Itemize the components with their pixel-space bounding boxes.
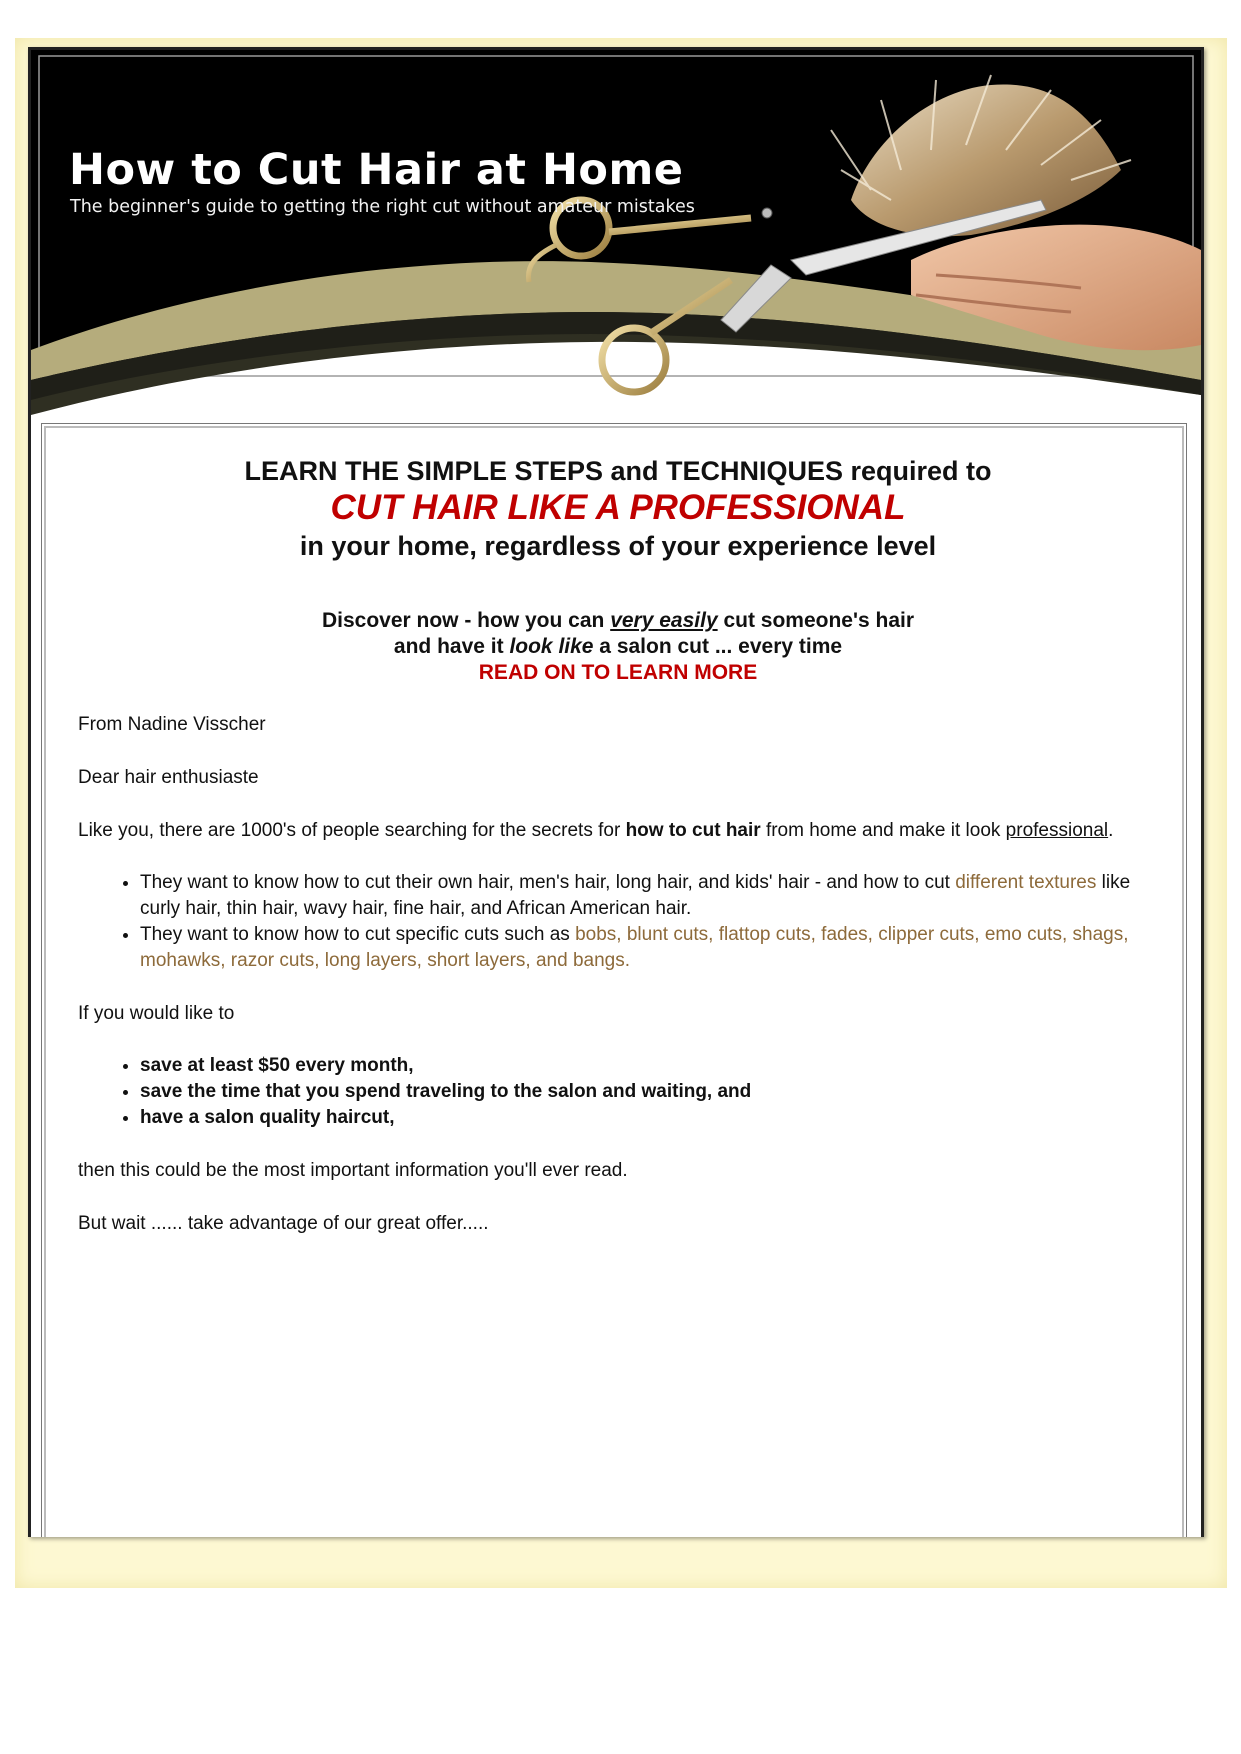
subhead-text: a salon cut ... every time: [593, 635, 843, 658]
intro-text: Like you, there are 1000's of people searching for the secrets for: [78, 820, 626, 841]
subheadline-line-1: [78, 608, 1158, 634]
offer-line: But wait ...... take advantage of our great offer.....: [78, 1213, 489, 1234]
wants-list: [78, 870, 1158, 974]
read-more-cta: READ ON TO LEARN MORE: [478, 661, 758, 684]
headline-line-1: LEARN THE SIMPLE STEPS and TECHNIQUES required to: [244, 456, 992, 486]
subhead-emphasis: very easily: [610, 609, 718, 632]
list-item-text: They want to know how to cut specific cuts such as: [140, 924, 576, 945]
then-line: then this could be the most important information you'll ever read.: [78, 1160, 628, 1181]
subheadline-block: [78, 608, 1158, 686]
headline-line-2: CUT HAIR LIKE A PROFESSIONAL: [330, 488, 906, 527]
list-item-text: They want to know how to cut their own hair, men's hair, long hair, and kids' hair - and how to cut: [140, 872, 956, 893]
headline-block: [78, 454, 1158, 564]
banner-subtitle: The beginner's guide to getting the right cut without amateur mistakes: [70, 197, 695, 217]
subhead-text: Discover now - how you can: [321, 609, 611, 632]
textures-link[interactable]: different textures: [955, 872, 1097, 893]
page-frame: [28, 47, 1204, 1537]
intro-text: .: [1108, 820, 1114, 841]
main-content: [78, 454, 1158, 1237]
content-box: [41, 423, 1187, 1537]
greeting: Dear hair enthusiaste: [78, 767, 259, 788]
banner-title: How to Cut Hair at Home: [69, 145, 684, 195]
banner-graphic: [31, 50, 1201, 420]
author-line: From Nadine Visscher: [78, 714, 266, 735]
list-item: [140, 922, 1158, 974]
intro-bold: how to cut hair: [625, 820, 761, 841]
list-item: • have a salon quality haircut,: [140, 1105, 1158, 1131]
subheadline-line-2: [78, 634, 1158, 660]
subhead-emphasis: look like: [509, 635, 594, 658]
professional-link[interactable]: professional: [1005, 820, 1109, 841]
list-item: • save the time that you spend traveling to the salon and waiting, and: [140, 1079, 1158, 1105]
list-item-text: like curly hair, thin hair, wavy hair, fine hair, and African American hair.: [140, 872, 1131, 919]
headline-line-3: in your home, regardless of your experience level: [299, 531, 937, 561]
cuts-link[interactable]: bobs, blunt cuts, flattop cuts, fades, clipper cuts, emo cuts, shags, mohawks, razor cuts, long layers, short layers, and bangs.: [140, 924, 1129, 971]
intro-paragraph: [78, 818, 1158, 844]
if-line: If you would like to: [78, 1003, 235, 1024]
intro-text: from home and make it look: [760, 820, 1006, 841]
list-item: [140, 870, 1158, 922]
subhead-text: and have it: [393, 635, 510, 658]
benefits-list: [78, 1053, 1158, 1131]
subhead-text: cut someone's hair: [717, 609, 915, 632]
list-item: • save at least $50 every month,: [140, 1053, 1158, 1079]
header-banner: [31, 50, 1201, 420]
